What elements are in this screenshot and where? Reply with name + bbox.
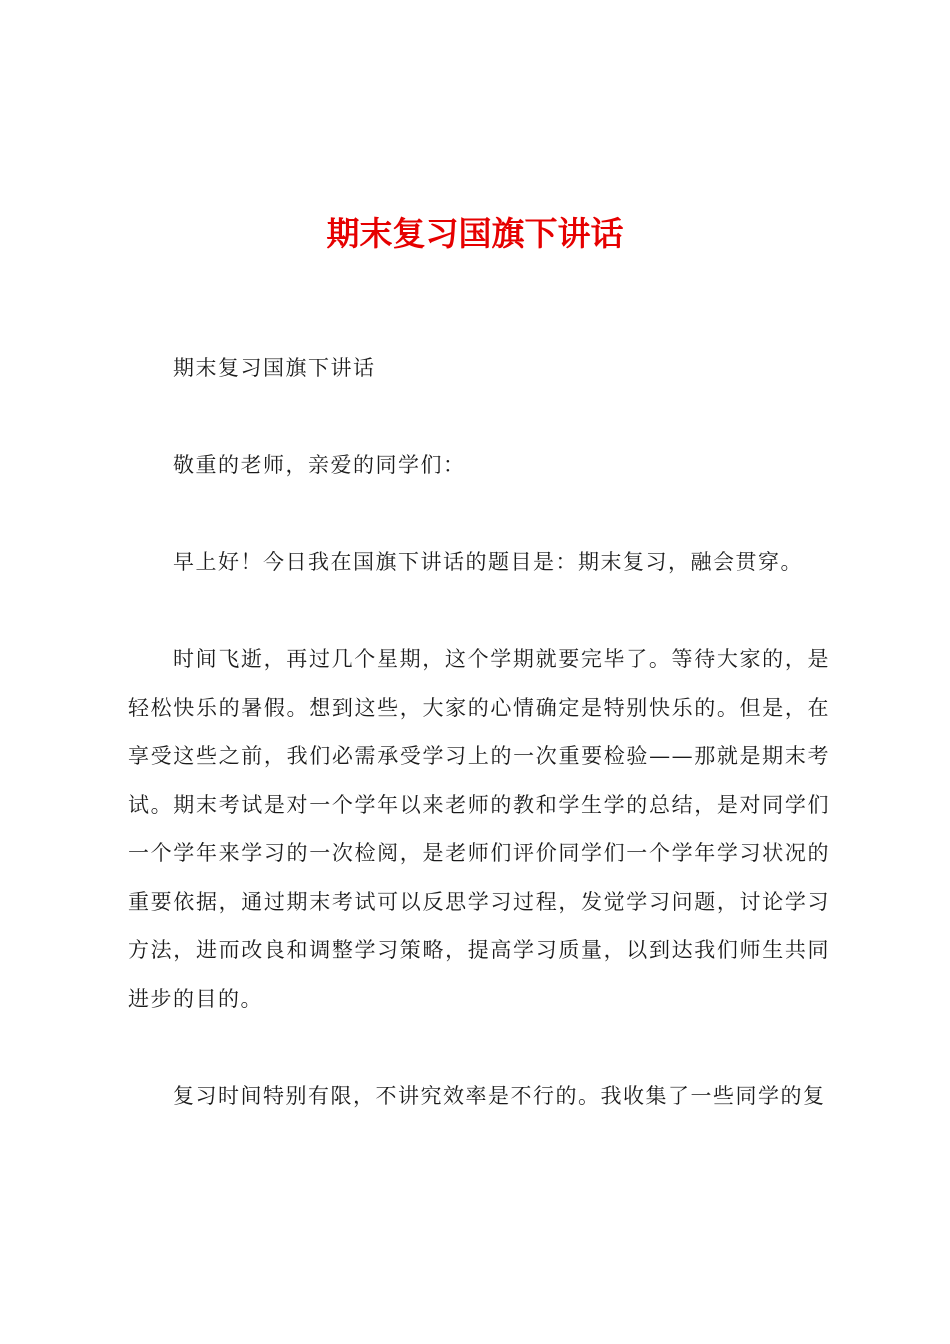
subtitle-paragraph: 期末复习国旗下讲话: [173, 356, 376, 380]
opening-paragraph: 早上好！今日我在国旗下讲话的题目是：期末复习，融会贯穿。: [173, 550, 803, 574]
document-body: [128, 344, 830, 1169]
document-title: 期末复习国旗下讲话: [326, 214, 624, 253]
body-paragraph: 复习时间特别有限，不讲究效率是不行的。我收集了一些同学的复: [173, 1083, 826, 1108]
body-paragraph: 时间飞逝，再过几个星期，这个学期就要完毕了。等待大家的，是轻松快乐的暑假。想到这些，大家的心情确定是特别快乐的。但是，在享受这些之前，我们必需承受学习上的一次重要检验——那就是期末考试。期末考试是对一个学年以来老师的教和学生学的总结，是对同学们一个学年来学习的一次检阅，是老师们评价同学们一个学年学习状况的重要依据，通过期末考试可以反思学习过程，发觉学习问题，讨论学习方法，进而改良和调整学习策略，提高学习质量，以到达我们师生共同进步的目的。: [128, 647, 830, 1011]
greeting-paragraph: 敬重的老师，亲爱的同学们：: [173, 453, 466, 477]
